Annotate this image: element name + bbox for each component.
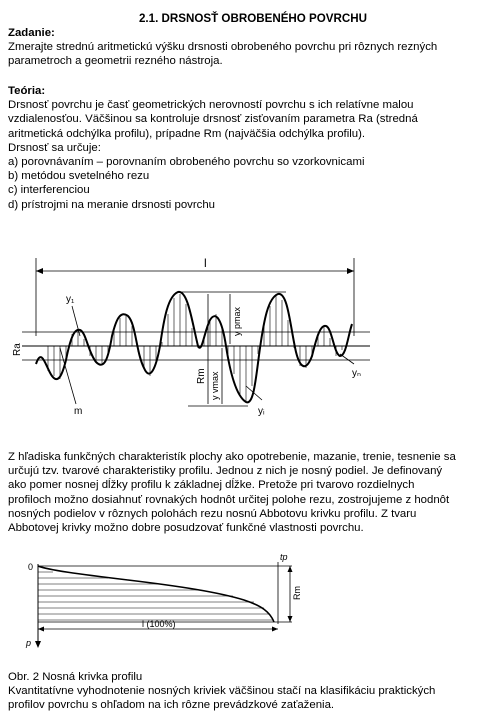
caption-section (8, 670, 496, 713)
theory-line: d) prístrojmi na meranie drsnosti povrchu (8, 198, 216, 211)
caption-line: profilov povrchu s ohľadom na ich rôzne prevádzkové zaťaženia. (8, 699, 335, 712)
yvmax-label: y vmax (210, 371, 220, 400)
bearing-hatching (38, 572, 274, 620)
theory-line: vzdialenosťou. Väčšinou sa kontroluje drsnosť zisťovaním parametra Ra (stredná (8, 113, 418, 126)
rm-label: Rm (196, 368, 207, 384)
m-leader (60, 348, 76, 404)
bearing-axis-arrow (35, 641, 41, 648)
bearing-curve (38, 566, 274, 622)
page-title: 2.1. DRSNOSŤ OBROBENÉHO POVRCHU (138, 12, 368, 25)
rm-arrow-top (288, 566, 293, 572)
paragraph-line: nosných podielov v rôznych polohách rezu nosnú Abbotovu krivku profilu. Z tvaru (8, 507, 417, 520)
p-label: p (26, 638, 32, 648)
rm-label-2: Rm (292, 586, 302, 600)
y1-label: y₁ (66, 294, 75, 305)
paragraph-line: určujú tzv. tvarové charakteristiky profilu. Jednou z nich je nosný podiel. Je definovaný (8, 465, 443, 478)
theory-section (8, 84, 496, 212)
hatching (48, 294, 342, 402)
yn-label: yₙ (352, 368, 361, 379)
assignment-line: parametroch a geometrii rezného nástroja. (8, 55, 223, 68)
theory-line: b) metódou svetelného rezu (8, 170, 150, 183)
theory-heading: Teória: (8, 85, 46, 97)
l-label: l (204, 256, 207, 270)
theory-line: Drsnosť povrchu je časť geometrických nerovností povrchu s ich relatívne malou (8, 99, 414, 112)
figure-caption: Obr. 2 Nosná krivka profilu (8, 671, 143, 683)
roughness-profile-figure (8, 236, 378, 436)
l-arrow-left (36, 268, 43, 274)
theory-line: a) porovnávaním – porovnaním obrobeného povrchu so vzorkovnicami (8, 156, 365, 169)
yi-label: yᵢ (258, 406, 265, 417)
paragraph-line: profiloch možno dosiahnuť rovnakých hodnôt určitej polohe rezu, zostrojujeme z hodnôt (8, 493, 450, 506)
caption-line: Kvantitatívne vyhodnotenie nosných kriviek väčšinou stačí na klasifikáciu praktických (8, 685, 436, 698)
assignment-section (8, 26, 496, 69)
assignment-heading: Zadanie: (8, 27, 55, 39)
yn-leader (340, 354, 354, 364)
paragraph-line: ako pomer nosnej dĺžky profilu k základnej dĺžke. Pretože pri tvarovo rozdielnych (8, 479, 415, 492)
ypmax-label: y pmax (232, 306, 242, 336)
profile-curve (36, 292, 352, 402)
length-arrow-left (38, 627, 44, 632)
m-label: m (74, 406, 83, 417)
theory-line: Drsnosť sa určuje: (8, 141, 101, 154)
theory-line: c) interferenciou (8, 184, 90, 197)
l-arrow-right (347, 268, 354, 274)
assignment-line: Zmerajte strednú aritmetickú výšku drsnosti obrobeného povrchu pri rôznych rezných (8, 41, 438, 54)
zero-label: 0 (28, 562, 34, 572)
paragraph-line: Abbotovej krivky možno dobre posudzovať funkčné vlastnosti povrchu. (8, 522, 364, 535)
length-arrow-right (272, 627, 278, 632)
paragraph-line: Z hľadiska funkčných charakteristík plochy ako opotrebenie, mazanie, trenie, tesnenie sa (8, 451, 456, 463)
theory-line: aritmetická odchýlka profilu), prípadne Rm (najväčšia odchýlka profilu). (8, 127, 366, 140)
ra-label: Ra (12, 343, 23, 356)
l100-label: l (100%) (142, 619, 176, 629)
tp-label: tp (280, 552, 288, 562)
functional-characteristics-paragraph (8, 450, 496, 535)
bearing-curve-figure (8, 552, 308, 652)
rm-arrow-bottom (288, 616, 293, 622)
